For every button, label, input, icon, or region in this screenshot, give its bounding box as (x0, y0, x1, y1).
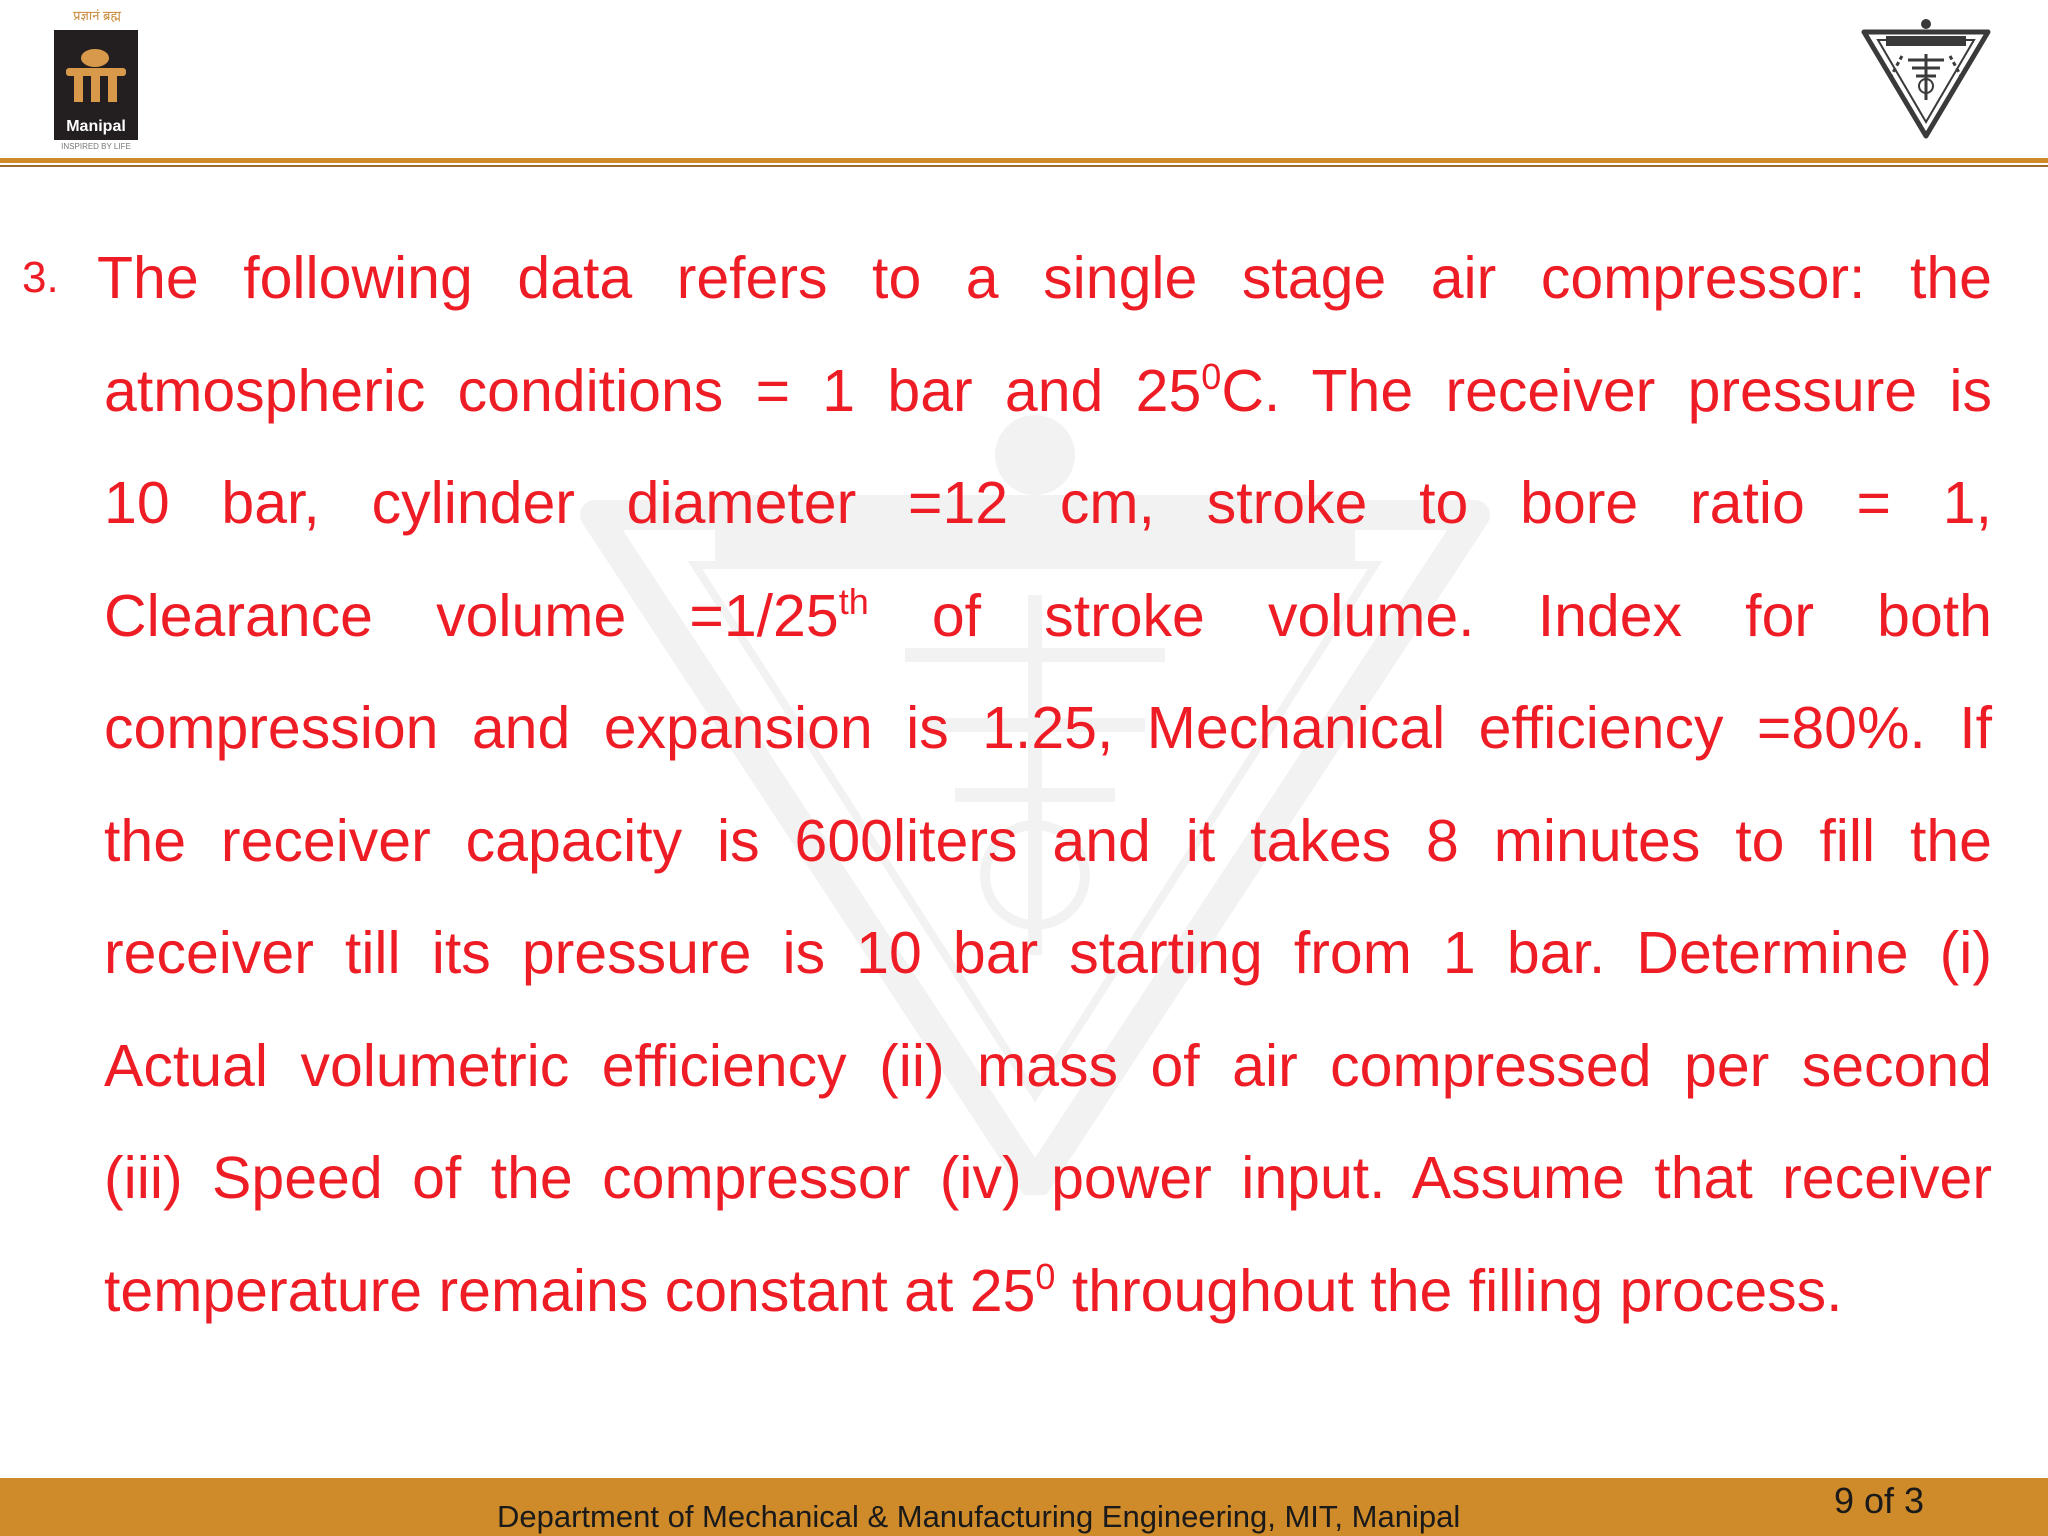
footer-department: Department of Mechanical & Manufacturing Engineering, MIT, Manipal (497, 1499, 1461, 1534)
problem-line (104, 335, 1992, 448)
header-rule-thin (0, 165, 2048, 167)
problem-line: Actual volumetric efficiency (ii) mass of air compressed per second (104, 1032, 1992, 1099)
problem-line: 10 bar, cylinder diameter =12 cm, stroke to bore ratio = 1, (104, 470, 1992, 536)
problem-line-part: C. The receiver pressure is (1221, 357, 1992, 424)
problem-line-part: atmospheric conditions = 1 bar and 25 (104, 357, 1202, 424)
manipal-logo (50, 6, 142, 152)
slide-header (0, 0, 2048, 160)
problem-line: The following data refers to a single stage air compressor: the (97, 245, 1992, 311)
problem-line: the receiver capacity is 600liters and it takes 8 minutes to fill the (104, 807, 1992, 874)
problem-statement (22, 222, 1992, 1347)
problem-number: 3. (22, 253, 59, 302)
ordinal-superscript: th (838, 580, 869, 622)
degree-superscript: 0 (1201, 355, 1222, 397)
problem-line-part: Clearance volume =1/25 (104, 582, 839, 649)
logo-tagline: INSPIRED BY LIFE (61, 142, 131, 151)
degree-superscript: 0 (1035, 1255, 1056, 1297)
problem-line (104, 1235, 1992, 1348)
page-number: 9 of 3 (1834, 1480, 1925, 1521)
mit-seal (1856, 16, 1996, 140)
problem-line-part: of stroke volume. Index for both (868, 582, 1992, 649)
logo-label: Manipal (66, 118, 126, 135)
logo-hindi-text: प्रज्ञानं ब्रह्म (73, 8, 121, 23)
institute-seal-icon (1856, 16, 1996, 140)
logo-badge (54, 30, 138, 140)
problem-line: receiver till its pressure is 10 bar starting from 1 bar. Determine (i) (104, 920, 1992, 986)
manipal-emblem-icon (54, 30, 138, 110)
problem-line-part: temperature remains constant at 25 (104, 1257, 1036, 1324)
problem-line: compression and expansion is 1.25, Mechanical efficiency =80%. If (104, 695, 1992, 761)
problem-line-part: throughout the filling process. (1055, 1257, 1843, 1324)
header-rule (0, 158, 2048, 163)
problem-line (104, 560, 1992, 673)
problem-line: (iii) Speed of the compressor (iv) power input. Assume that receiver (104, 1145, 1992, 1211)
